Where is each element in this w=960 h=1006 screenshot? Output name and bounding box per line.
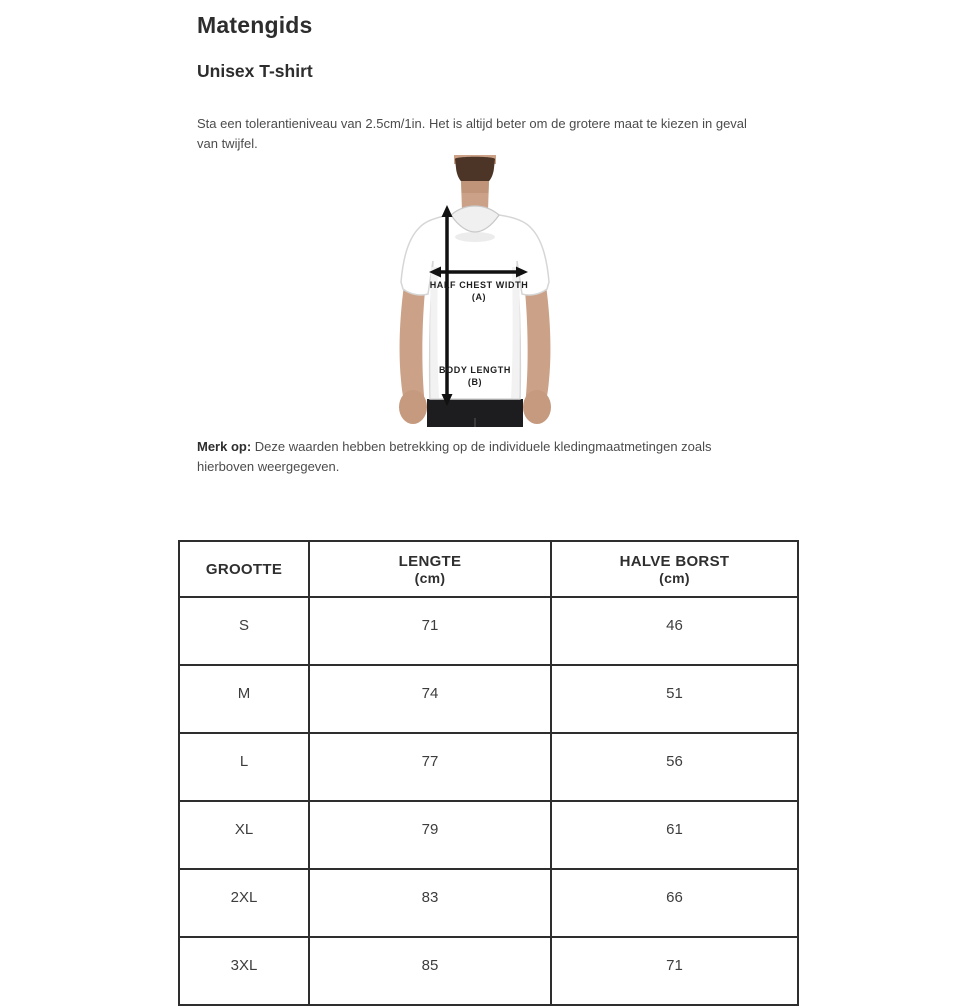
size-table: [178, 540, 799, 1006]
column-header-grootte: GROOTTE: [179, 541, 309, 597]
length-cell: 77: [309, 733, 551, 801]
table-row-3xl: [179, 937, 798, 1005]
half-chest-cell: 66: [551, 869, 798, 937]
note-label: Merk op:: [197, 439, 252, 454]
table-row-l: [179, 733, 798, 801]
half-chest-width-label: HALF CHEST WIDTH: [429, 280, 529, 290]
table-row-m: [179, 665, 798, 733]
half-chest-cell: 51: [551, 665, 798, 733]
half-chest-cell: 61: [551, 801, 798, 869]
body-length-sub-label: (B): [467, 377, 483, 387]
page-title: Matengids: [197, 12, 313, 38]
size-cell: S: [179, 597, 309, 665]
size-cell: 2XL: [179, 869, 309, 937]
tshirt-model-illustration: [375, 155, 575, 430]
size-cell: L: [179, 733, 309, 801]
half-chest-cell: 71: [551, 937, 798, 1005]
length-cell: 71: [309, 597, 551, 665]
size-cell: 3XL: [179, 937, 309, 1005]
tshirt-measurement-diagram: [375, 155, 575, 430]
half-chest-width-sub-label: (A): [471, 292, 487, 302]
length-cell: 83: [309, 869, 551, 937]
half-chest-cell: 46: [551, 597, 798, 665]
length-cell: 74: [309, 665, 551, 733]
tolerance-intro-text: Sta een tolerantieniveau van 2.5cm/1in. Het is altijd beter om de grotere maat te kiezen in geval van twijfel.: [197, 116, 747, 151]
size-table-header-row: [179, 541, 798, 597]
under-collar-shadow: [455, 232, 495, 242]
note-text: Deze waarden hebben betrekking op de individuele kledingmaatmetingen zoals hierboven weergegeven.: [197, 439, 712, 474]
half-chest-cell: 56: [551, 733, 798, 801]
table-row-2xl: [179, 869, 798, 937]
size-cell: M: [179, 665, 309, 733]
column-header-lengte: LENGTE (cm): [309, 541, 551, 597]
body-length-label: BODY LENGTH: [439, 365, 511, 375]
table-row-s: [179, 597, 798, 665]
length-cell: 79: [309, 801, 551, 869]
right-hand: [523, 390, 551, 424]
product-subtitle: Unisex T-shirt: [197, 61, 313, 81]
left-hand: [399, 390, 427, 424]
size-cell: XL: [179, 801, 309, 869]
neck-shadow: [461, 181, 489, 193]
pants-fly: [474, 418, 476, 427]
column-header-halve-borst: HALVE BORST (cm): [551, 541, 798, 597]
table-row-xl: [179, 801, 798, 869]
note-paragraph: [197, 437, 737, 476]
arrow-up-head: [442, 205, 453, 217]
length-cell: 85: [309, 937, 551, 1005]
